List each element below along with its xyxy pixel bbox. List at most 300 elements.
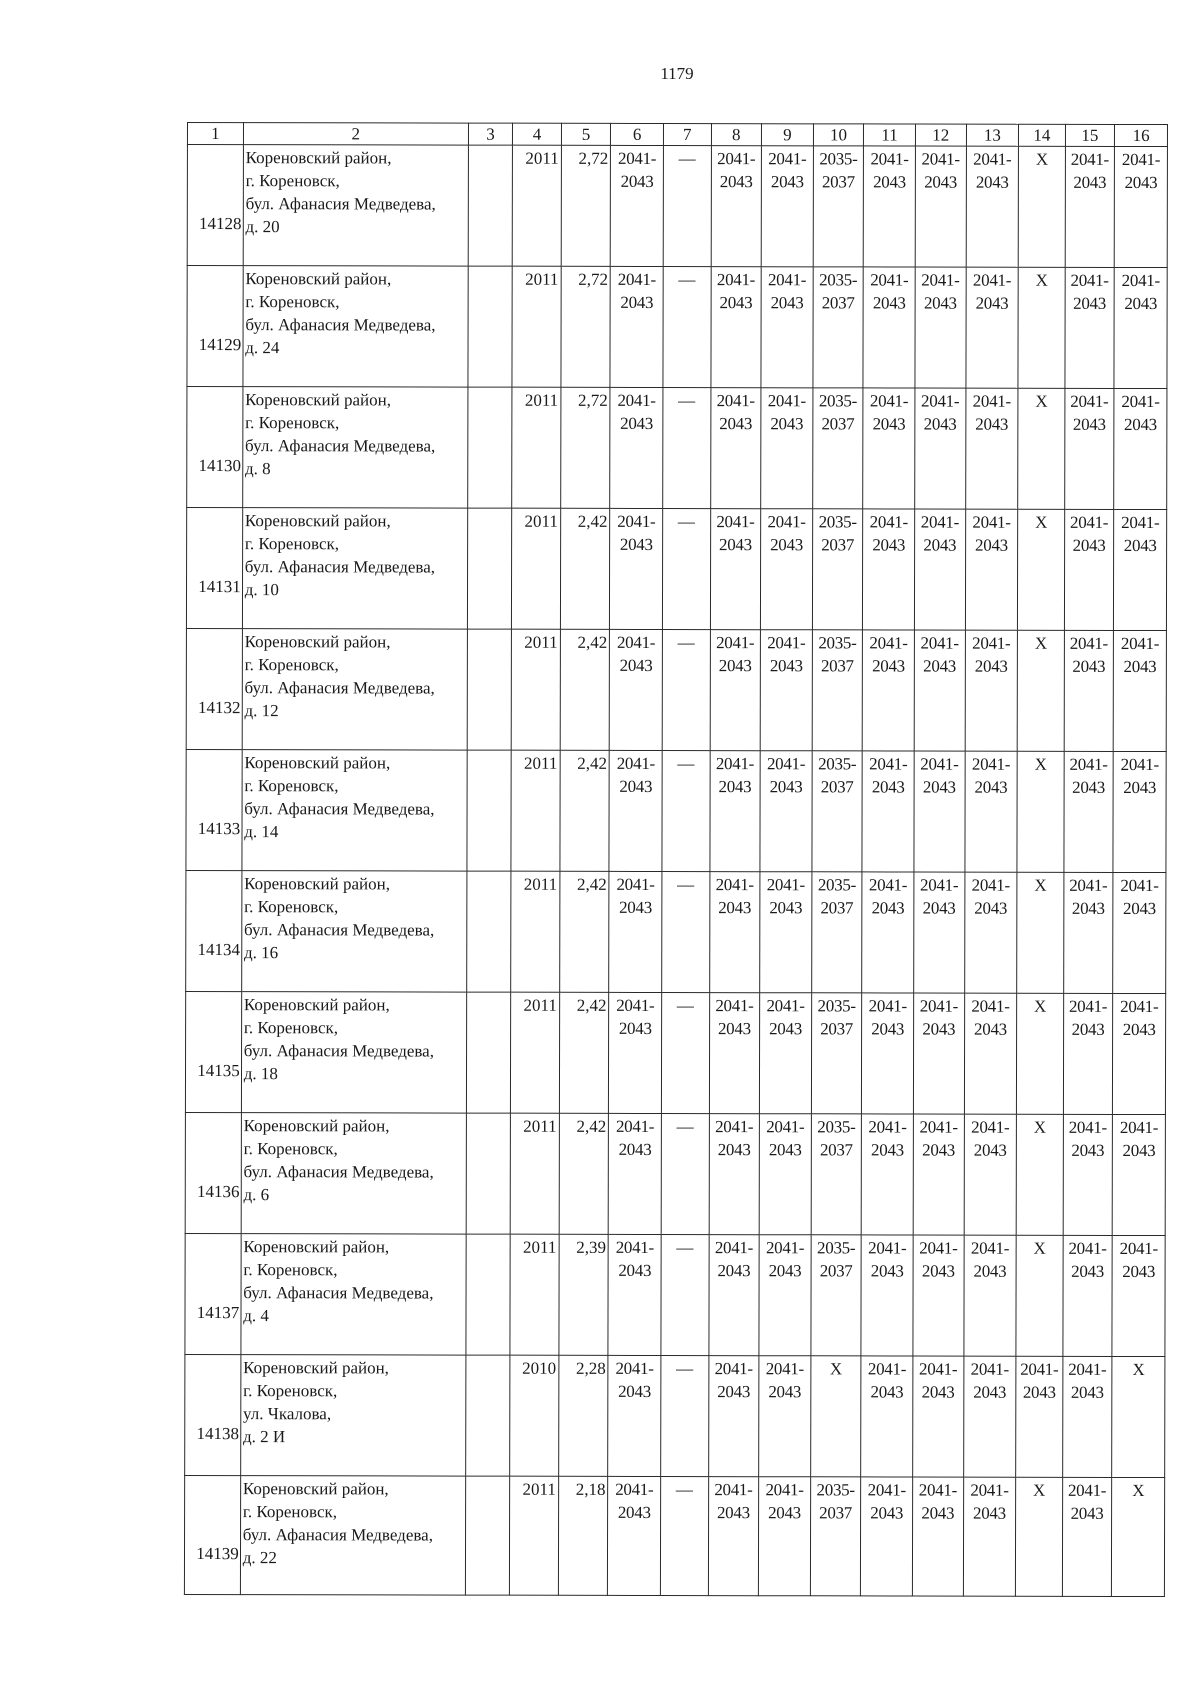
cell-line: 2041- — [616, 995, 655, 1015]
period-cell-12 — [915, 146, 966, 267]
value-cell: 2,42 — [560, 629, 610, 750]
col-3-cell — [466, 1355, 511, 1476]
period-cell-10 — [812, 630, 863, 751]
cell-line: 2041- — [716, 633, 755, 653]
cell-line: 2043 — [769, 1019, 802, 1039]
period-cell-9 — [759, 1114, 811, 1235]
cell-line: 2041- — [920, 512, 959, 532]
period-cell-11 — [861, 1235, 913, 1356]
cell-line: 2043 — [1073, 293, 1106, 313]
period-cell-13 — [963, 1477, 1016, 1596]
cell-line: 2041- — [918, 1480, 957, 1500]
period-cell-10 — [811, 1235, 862, 1356]
cell-line: 2043 — [974, 777, 1008, 797]
cell-line: 2043 — [973, 1382, 1007, 1402]
cell-line: 2043 — [975, 535, 1008, 555]
period-cell-8 — [710, 630, 761, 751]
period-cell-13 — [965, 509, 1018, 630]
cell-line: Кореновский район, — [245, 148, 392, 168]
year-cell: 2011 — [511, 629, 560, 750]
period-cell-13 — [965, 630, 1018, 751]
cell-line: 2041- — [768, 149, 807, 169]
address-cell — [243, 145, 468, 266]
cell-line: 2043 — [923, 535, 957, 555]
cell-line: X — [1034, 875, 1047, 895]
cell-line: г. Кореновск, — [244, 776, 339, 796]
dash-cell: — — [662, 629, 710, 750]
cell-line: 2041- — [716, 391, 755, 411]
period-cell-10 — [811, 872, 862, 993]
cell-line: 2041- — [919, 996, 958, 1016]
column-header-11: 11 — [864, 124, 916, 146]
cell-line: 2041- — [971, 754, 1011, 774]
period-cell-11 — [862, 630, 914, 751]
cell-line: 2041- — [616, 632, 656, 652]
cell-line: Кореновский район, — [243, 1358, 389, 1378]
cell-line: 2043 — [1072, 414, 1106, 434]
cell-line: 2043 — [719, 414, 753, 434]
cell-line: Кореновский район, — [245, 390, 392, 410]
period-cell-12 — [912, 1477, 963, 1596]
period-cell-11 — [862, 993, 914, 1114]
period-cell-11 — [863, 509, 915, 630]
period-cell-9 — [759, 1356, 811, 1477]
cell-line: 2043 — [1123, 656, 1157, 677]
cell-line: 2041- — [1067, 1480, 1107, 1500]
cell-line: 2043 — [718, 898, 752, 918]
dash-cell: — — [662, 508, 710, 629]
cell-line: 2043 — [871, 1019, 905, 1039]
col-3-cell — [466, 1234, 511, 1355]
column-header-3: 3 — [468, 123, 512, 145]
cell-line: 2041- — [767, 270, 807, 290]
dash-cell: — — [663, 145, 711, 266]
col-3-cell — [466, 1113, 511, 1234]
year-cell: 2011 — [510, 1476, 559, 1595]
year-cell: 2010 — [510, 1355, 559, 1476]
cell-line: 2043 — [870, 1382, 904, 1402]
cell-line: д. 12 — [244, 701, 279, 721]
period-cell-13 — [966, 146, 1019, 267]
table-row — [187, 145, 1167, 268]
period-cell-9 — [760, 630, 812, 751]
cell-line: Кореновский район, — [243, 995, 390, 1015]
year-cell: 2011 — [512, 387, 561, 508]
object-id: 14138 — [185, 1354, 241, 1475]
period-cell-12 — [913, 993, 964, 1114]
cell-line: 2041- — [919, 1238, 958, 1258]
cell-line: 2043 — [716, 1503, 750, 1523]
value-cell: 2,42 — [560, 508, 610, 629]
cell-line: 2043 — [1072, 656, 1106, 676]
cell-line: 2041- — [869, 391, 909, 411]
cell-line: 2041- — [714, 1238, 754, 1258]
cell-line: 2041- — [920, 633, 959, 653]
year-cell: 2011 — [512, 266, 561, 387]
period-cell-6 — [609, 871, 662, 992]
cell-line: бул. Афанасия Медведева, — [244, 557, 436, 577]
cell-line: X — [1033, 1238, 1046, 1258]
cell-line: 2041- — [971, 1117, 1010, 1137]
column-header-13: 13 — [966, 124, 1019, 146]
address-cell — [242, 387, 467, 508]
address-cell — [242, 629, 467, 750]
cell-line: 2041- — [972, 512, 1011, 532]
period-cell-16 — [1113, 751, 1166, 872]
period-cell-6 — [608, 1355, 661, 1476]
column-header-4: 4 — [513, 123, 562, 145]
cell-line: X — [1033, 1480, 1046, 1500]
cell-line: 2043 — [1073, 172, 1107, 192]
cell-line: 2035- — [817, 996, 856, 1016]
period-cell-8 — [711, 146, 762, 267]
period-cell-10 — [813, 146, 864, 267]
period-cell-8 — [710, 509, 761, 630]
cell-line: 2041- — [971, 875, 1010, 895]
period-cell-13 — [964, 872, 1017, 993]
cell-line: 2041- — [869, 512, 908, 532]
cell-line: г. Кореновск, — [243, 1018, 339, 1038]
period-cell-8 — [709, 993, 760, 1114]
cell-line: 2043 — [1071, 1261, 1104, 1281]
cell-line: д. 4 — [243, 1306, 269, 1326]
dash-cell: — — [663, 387, 711, 508]
year-cell: 2011 — [512, 508, 561, 629]
period-cell-9 — [760, 872, 812, 993]
period-cell-6 — [611, 145, 664, 266]
period-cell-12 — [913, 1235, 964, 1356]
cell-line: 2043 — [1122, 1140, 1156, 1161]
period-cell-14 — [1016, 1477, 1063, 1596]
cell-line: 2043 — [620, 413, 653, 433]
cell-line: 2043 — [922, 1140, 956, 1160]
col-3-cell — [467, 750, 512, 871]
col-3-cell — [468, 145, 513, 266]
period-cell-12 — [914, 872, 965, 993]
period-cell-8 — [710, 388, 761, 509]
cell-line: 2043 — [974, 656, 1008, 676]
period-cell-13 — [964, 993, 1017, 1114]
period-cell-6 — [609, 1113, 662, 1234]
cell-line: Кореновский район, — [244, 753, 391, 773]
period-cell-9 — [760, 751, 812, 872]
period-cell-13 — [964, 1114, 1017, 1235]
cell-line: 2043 — [619, 655, 653, 675]
period-cell-13 — [964, 751, 1017, 872]
cell-line: 2043 — [719, 172, 753, 192]
cell-line: г. Кореновск, — [244, 897, 339, 917]
cell-line: 2043 — [1122, 1019, 1156, 1040]
cell-line: 2037 — [819, 1261, 853, 1281]
cell-line: д. 6 — [243, 1185, 270, 1205]
cell-line: бул. Афанасия Медведева, — [244, 920, 435, 940]
period-cell-15 — [1065, 267, 1115, 388]
period-cell-15 — [1062, 1356, 1112, 1477]
address-cell — [240, 1476, 465, 1595]
cell-line: 2041- — [1020, 1359, 1059, 1379]
cell-line: 2041- — [869, 754, 908, 774]
cell-line: 2041- — [1121, 149, 1161, 170]
cell-line: 2041- — [1120, 875, 1159, 896]
period-cell-14 — [1016, 1356, 1063, 1477]
cell-line: д. 16 — [243, 943, 279, 963]
cell-line: 2043 — [718, 777, 752, 797]
period-cell-11 — [861, 1114, 913, 1235]
cell-line: 2041- — [868, 875, 908, 895]
cell-line: 2043 — [871, 777, 905, 797]
cell-line: 2043 — [718, 535, 752, 555]
cell-line: X — [1034, 633, 1047, 653]
cell-line: 2041- — [919, 1359, 958, 1379]
cell-line: 2041- — [1069, 512, 1109, 532]
cell-line: 2041- — [972, 391, 1011, 411]
cell-line: 2037 — [821, 293, 855, 313]
cell-line: бул. Афанасия Медведева, — [242, 1525, 433, 1545]
cell-line: 2043 — [1022, 1382, 1056, 1402]
cell-line: X — [1035, 391, 1048, 411]
cell-line: 2041- — [765, 1480, 804, 1500]
cell-line: 2043 — [718, 656, 752, 676]
cell-line: 2041- — [1070, 149, 1109, 169]
address-cell — [241, 992, 466, 1113]
page-number: 1179 — [660, 64, 694, 83]
cell-line: д. 20 — [245, 217, 280, 237]
year-cell: 2011 — [510, 1113, 559, 1234]
cell-line: 2041- — [616, 753, 655, 773]
col-3-cell — [466, 992, 511, 1113]
object-id: 14131 — [186, 508, 242, 629]
cell-line: 2041- — [868, 1117, 907, 1137]
cell-line: 2041- — [716, 512, 755, 532]
cell-line: 2043 — [717, 1261, 751, 1281]
cell-line: 2041- — [972, 270, 1012, 290]
cell-line: 2043 — [617, 1502, 651, 1522]
object-id: 14128 — [187, 145, 243, 266]
cell-line: 2043 — [872, 535, 906, 555]
cell-line: X — [829, 1359, 842, 1379]
column-header-15: 15 — [1065, 124, 1115, 146]
period-cell-8 — [708, 1477, 759, 1596]
cell-line: 2037 — [819, 1140, 853, 1160]
dash-cell: — — [661, 1234, 709, 1355]
period-cell-12 — [913, 1114, 964, 1235]
cell-line: ул. Чкалова, — [243, 1404, 332, 1424]
cell-line: 2043 — [1123, 535, 1157, 556]
cell-line: 2043 — [923, 414, 957, 434]
cell-line: 2041- — [616, 874, 655, 894]
cell-line: 2041- — [1069, 875, 1108, 895]
cell-line: 2043 — [768, 1382, 802, 1402]
period-cell-6 — [608, 1234, 661, 1355]
column-header-9: 9 — [762, 124, 814, 146]
cell-line: 2043 — [921, 1261, 955, 1281]
cell-line: 2041- — [920, 875, 959, 895]
column-header-14: 14 — [1019, 124, 1066, 146]
cell-line: 2043 — [871, 1140, 904, 1160]
cell-line: г. Кореновск, — [244, 655, 339, 675]
cell-line: г. Кореновск, — [244, 534, 340, 554]
column-header-1: 1 — [187, 123, 243, 145]
cell-line: 2043 — [619, 534, 653, 554]
period-cell-10 — [811, 993, 862, 1114]
cell-line: 2041- — [1068, 1238, 1107, 1258]
cell-line: 2037 — [819, 1503, 853, 1523]
cell-line: 2035- — [818, 512, 857, 532]
cell-line: 2041- — [1069, 633, 1108, 653]
dash-cell: — — [660, 1476, 708, 1595]
period-cell-12 — [913, 1356, 964, 1477]
cell-line: 2043 — [1122, 1261, 1156, 1282]
cell-line: 2041- — [714, 1480, 753, 1500]
cell-line: д. 22 — [242, 1548, 277, 1568]
period-cell-11 — [862, 872, 914, 993]
period-cell-8 — [709, 1114, 760, 1235]
period-cell-8 — [708, 1235, 759, 1356]
cell-line: 2041- — [717, 149, 756, 169]
year-cell: 2011 — [511, 992, 560, 1113]
period-cell-16 — [1114, 388, 1167, 509]
cell-line: г. Кореновск, — [243, 1381, 338, 1401]
dash-cell: — — [661, 1355, 709, 1476]
cell-line: 2035- — [819, 149, 858, 169]
cell-line: 2041- — [1119, 1117, 1159, 1138]
period-cell-15 — [1064, 630, 1114, 751]
cell-line: 2041- — [970, 1480, 1009, 1500]
period-cell-15 — [1064, 751, 1114, 872]
address-cell — [242, 750, 467, 871]
period-cell-14 — [1018, 388, 1065, 509]
table-row — [185, 991, 1165, 1114]
cell-line: 2043 — [1124, 414, 1157, 435]
column-header-10: 10 — [813, 124, 864, 146]
cell-line: 2041- — [765, 1359, 804, 1379]
table-body — [184, 145, 1167, 1597]
cell-line: бул. Афанасия Медведева, — [243, 1162, 434, 1182]
period-cell-8 — [708, 1356, 759, 1477]
cell-line: 2043 — [973, 1503, 1006, 1523]
cell-line: 2041- — [714, 1359, 753, 1379]
cell-line: бул. Афанасия Медведева, — [244, 799, 435, 819]
cell-line: 2043 — [770, 172, 804, 192]
cell-line: X — [1033, 1117, 1046, 1137]
year-cell: 2011 — [510, 1234, 559, 1355]
col-3-cell — [468, 266, 513, 387]
value-cell: 2,28 — [558, 1355, 608, 1476]
value-cell: 2,72 — [561, 266, 611, 387]
period-cell-10 — [810, 1356, 861, 1477]
period-cell-13 — [965, 267, 1018, 388]
cell-line: Кореновский район, — [244, 632, 391, 652]
cell-line: 2043 — [872, 414, 906, 434]
period-cell-8 — [709, 872, 760, 993]
period-cell-9 — [761, 146, 813, 267]
period-cell-10 — [812, 509, 863, 630]
cell-line: 2041- — [1120, 996, 1159, 1017]
cell-line: 2041- — [1070, 391, 1109, 411]
cell-line: 2043 — [1124, 172, 1158, 193]
cell-line: 2037 — [820, 898, 854, 918]
column-header-8: 8 — [711, 124, 762, 146]
cell-line: 2043 — [1071, 898, 1105, 918]
cell-line: X — [1132, 1480, 1145, 1501]
period-cell-13 — [963, 1235, 1016, 1356]
cell-line: 2043 — [719, 293, 753, 313]
period-cell-10 — [812, 751, 863, 872]
cell-line: Кореновский район, — [244, 511, 391, 531]
table-row — [186, 870, 1166, 993]
cell-line: 2043 — [768, 1503, 801, 1523]
cell-line: 2043 — [922, 1019, 956, 1039]
cell-line: 2041- — [1069, 754, 1108, 774]
dash-cell: — — [662, 750, 710, 871]
cell-line: 2043 — [769, 898, 803, 918]
period-cell-6 — [608, 1476, 661, 1595]
cell-line: г. Кореновск, — [245, 171, 340, 191]
table-row — [185, 1112, 1165, 1235]
cell-line: 2043 — [975, 414, 1009, 434]
cell-line: 2035- — [817, 1117, 856, 1137]
cell-line: 2041- — [869, 633, 908, 653]
column-header-12: 12 — [915, 124, 966, 146]
cell-line: 2041- — [868, 996, 907, 1016]
period-cell-6 — [609, 750, 662, 871]
cell-line: 2043 — [870, 1503, 904, 1523]
cell-line: 2041- — [715, 875, 754, 895]
cell-line: 2043 — [619, 897, 652, 917]
cell-line: 2037 — [820, 1019, 854, 1039]
cell-line: 2041- — [615, 1479, 654, 1499]
cell-line: 2035- — [818, 754, 857, 774]
cell-line: 2041- — [715, 754, 755, 774]
cell-line: 2043 — [921, 1382, 955, 1402]
cell-line: 2043 — [1123, 777, 1157, 798]
cell-line: Кореновский район, — [243, 1237, 390, 1257]
cell-line: 2043 — [717, 1019, 751, 1039]
cell-line: 2043 — [973, 1261, 1007, 1281]
year-cell: 2011 — [511, 750, 560, 871]
cell-line: 2043 — [769, 777, 803, 797]
year-cell: 2011 — [511, 871, 560, 992]
cell-line: 2043 — [1071, 1140, 1105, 1160]
cell-line: 2041- — [920, 754, 959, 774]
cell-line: 2041- — [766, 996, 805, 1016]
period-cell-10 — [813, 267, 864, 388]
cell-line: 2041- — [765, 1238, 805, 1258]
period-cell-6 — [610, 266, 663, 387]
period-cell-11 — [863, 267, 915, 388]
cell-line: 2043 — [620, 292, 654, 312]
dash-cell: — — [662, 871, 710, 992]
cell-line: 2041- — [767, 512, 806, 532]
period-cell-14 — [1018, 146, 1065, 267]
cell-line: 2041- — [767, 633, 806, 653]
cell-line: 2043 — [717, 1382, 751, 1402]
cell-line: 2041- — [715, 1117, 754, 1137]
cell-line: 2037 — [820, 656, 854, 676]
period-cell-16 — [1114, 509, 1167, 630]
value-cell: 2,42 — [559, 992, 609, 1113]
col-3-cell — [467, 871, 512, 992]
cell-line: 2041- — [970, 1359, 1009, 1379]
period-cell-10 — [810, 1477, 861, 1596]
cell-line: 2041- — [1070, 270, 1109, 290]
cell-line: 2043 — [770, 414, 804, 434]
object-id: 14130 — [187, 387, 243, 508]
period-cell-6 — [610, 387, 663, 508]
cell-line: 2041- — [1068, 1359, 1107, 1379]
col-3-cell — [467, 508, 512, 629]
cell-line: д. 8 — [245, 459, 271, 479]
